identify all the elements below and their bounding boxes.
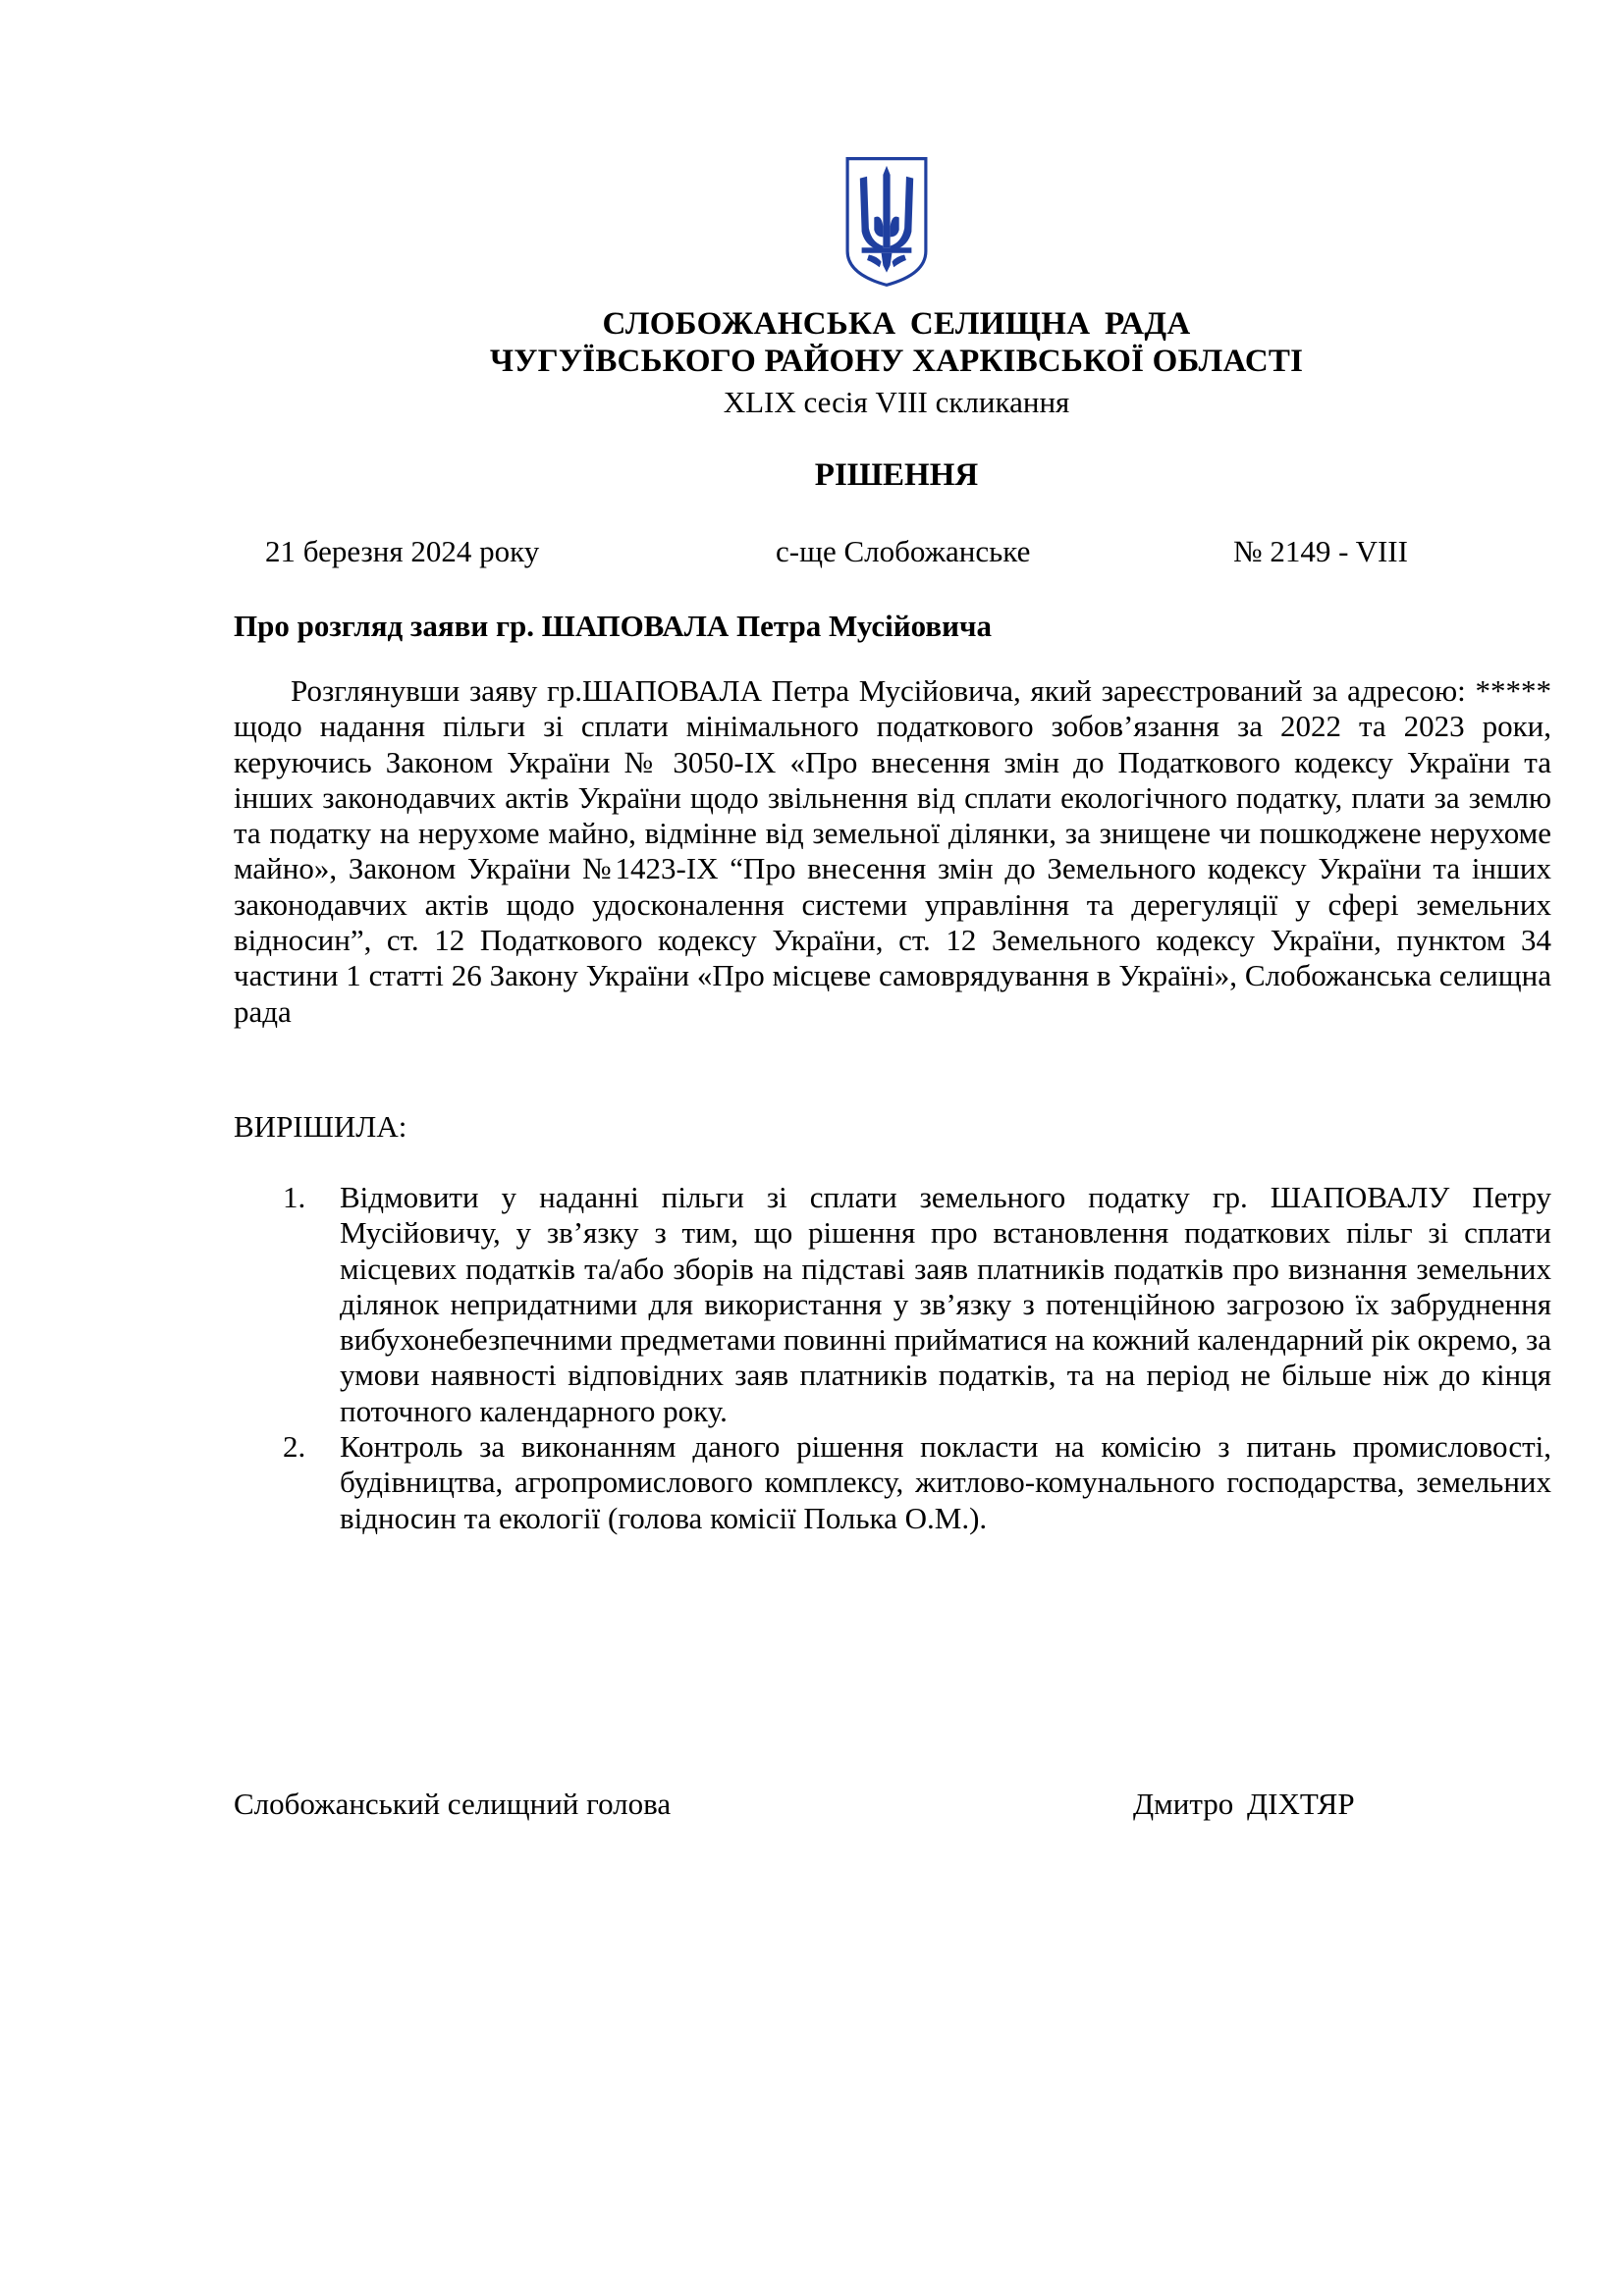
decision-items	[234, 1180, 1551, 1536]
decision-item	[234, 1429, 1551, 1536]
council-name: СЛОБОЖАНСЬКА СЕЛИЩНА РАДА	[602, 306, 1191, 342]
item-number: 1.	[283, 1180, 306, 1214]
signatory-title: Слобожанський селищний голова	[234, 1787, 672, 1821]
item-number: 2.	[283, 1429, 306, 1465]
item-text: Контроль за виконанням даного рішення покласти на комісію з питань промисловості, будівництва, агропромислового комплексу, житлово-комунального господарства, земельних відносин та екології (голова комісії Полька О.М.).	[340, 1429, 1551, 1535]
decision-item	[234, 1180, 1551, 1429]
document-type: РІШЕННЯ	[814, 457, 979, 493]
decision-date: 21 березня 2024 року	[265, 534, 540, 568]
session-info: XLIX сесія VIII скликання	[723, 385, 1070, 419]
trident-coat-of-arms-icon	[840, 155, 933, 289]
decided-label: ВИРІШИЛА:	[234, 1109, 407, 1144]
decision-subject: Про розгляд заяви гр. ШАПОВАЛА Петра Мусійовича	[234, 609, 992, 643]
item-text: Відмовити у наданні пільги зі сплати земельного податку гр. ШАПОВАЛУ Петру Мусійовичу, у зв’язку з тим, що рішення про встановлення податкових пільг зі сплати місцевих податків та/або зборів на підставі заяв платників податків про визнання земельних ділянок непридатними для використання у зв’язку з потенційною загрозою їх забруднення вибухонебезпечними предметами повинні прийматися на кожний календарний рік окремо, за умови наявності відповідних заяв платників податків, та на період не більше ніж до кінця поточного календарного року.	[340, 1180, 1551, 1428]
signatory-name: Дмитро ДІХТЯР	[1133, 1787, 1355, 1821]
district-region: ЧУГУЇВСЬКОГО РАЙОНУ ХАРКІВСЬКОЇ ОБЛАСТІ	[489, 344, 1304, 379]
decision-number: № 2149 - VIII	[1233, 534, 1408, 568]
decision-place: с-ще Слобожанське	[776, 534, 1031, 568]
preamble-paragraph: Розглянувши заяву гр.ШАПОВАЛА Петра Мусійовича, який зареєстрований за адресою: ***** щодо надання пільги зі сплати мінімального податкового зобов’язання за 2022 та 2023 роки, керуючись Законом України № 3050-IX «Про внесення змін до Податкового кодексу України та інших законодавчих актів України щодо звільнення від сплати екологічного податку, плати за землю та податку на нерухоме майно, відмінне від земельної ділянки, за знищене чи пошкоджене нерухоме майно», Законом України №1423-IX “Про внесення змін до Земельного кодексу України та інших законодавчих актів щодо удосконалення системи управління та дерегуляції у сфері земельних відносин”, ст. 12 Податкового кодексу України, ст. 12 Земельного кодексу України, пунктом 34 частини 1 статті 26 Закону України «Про місцеве самоврядування в Україні», Слобожанська селищна рада	[234, 673, 1551, 1029]
